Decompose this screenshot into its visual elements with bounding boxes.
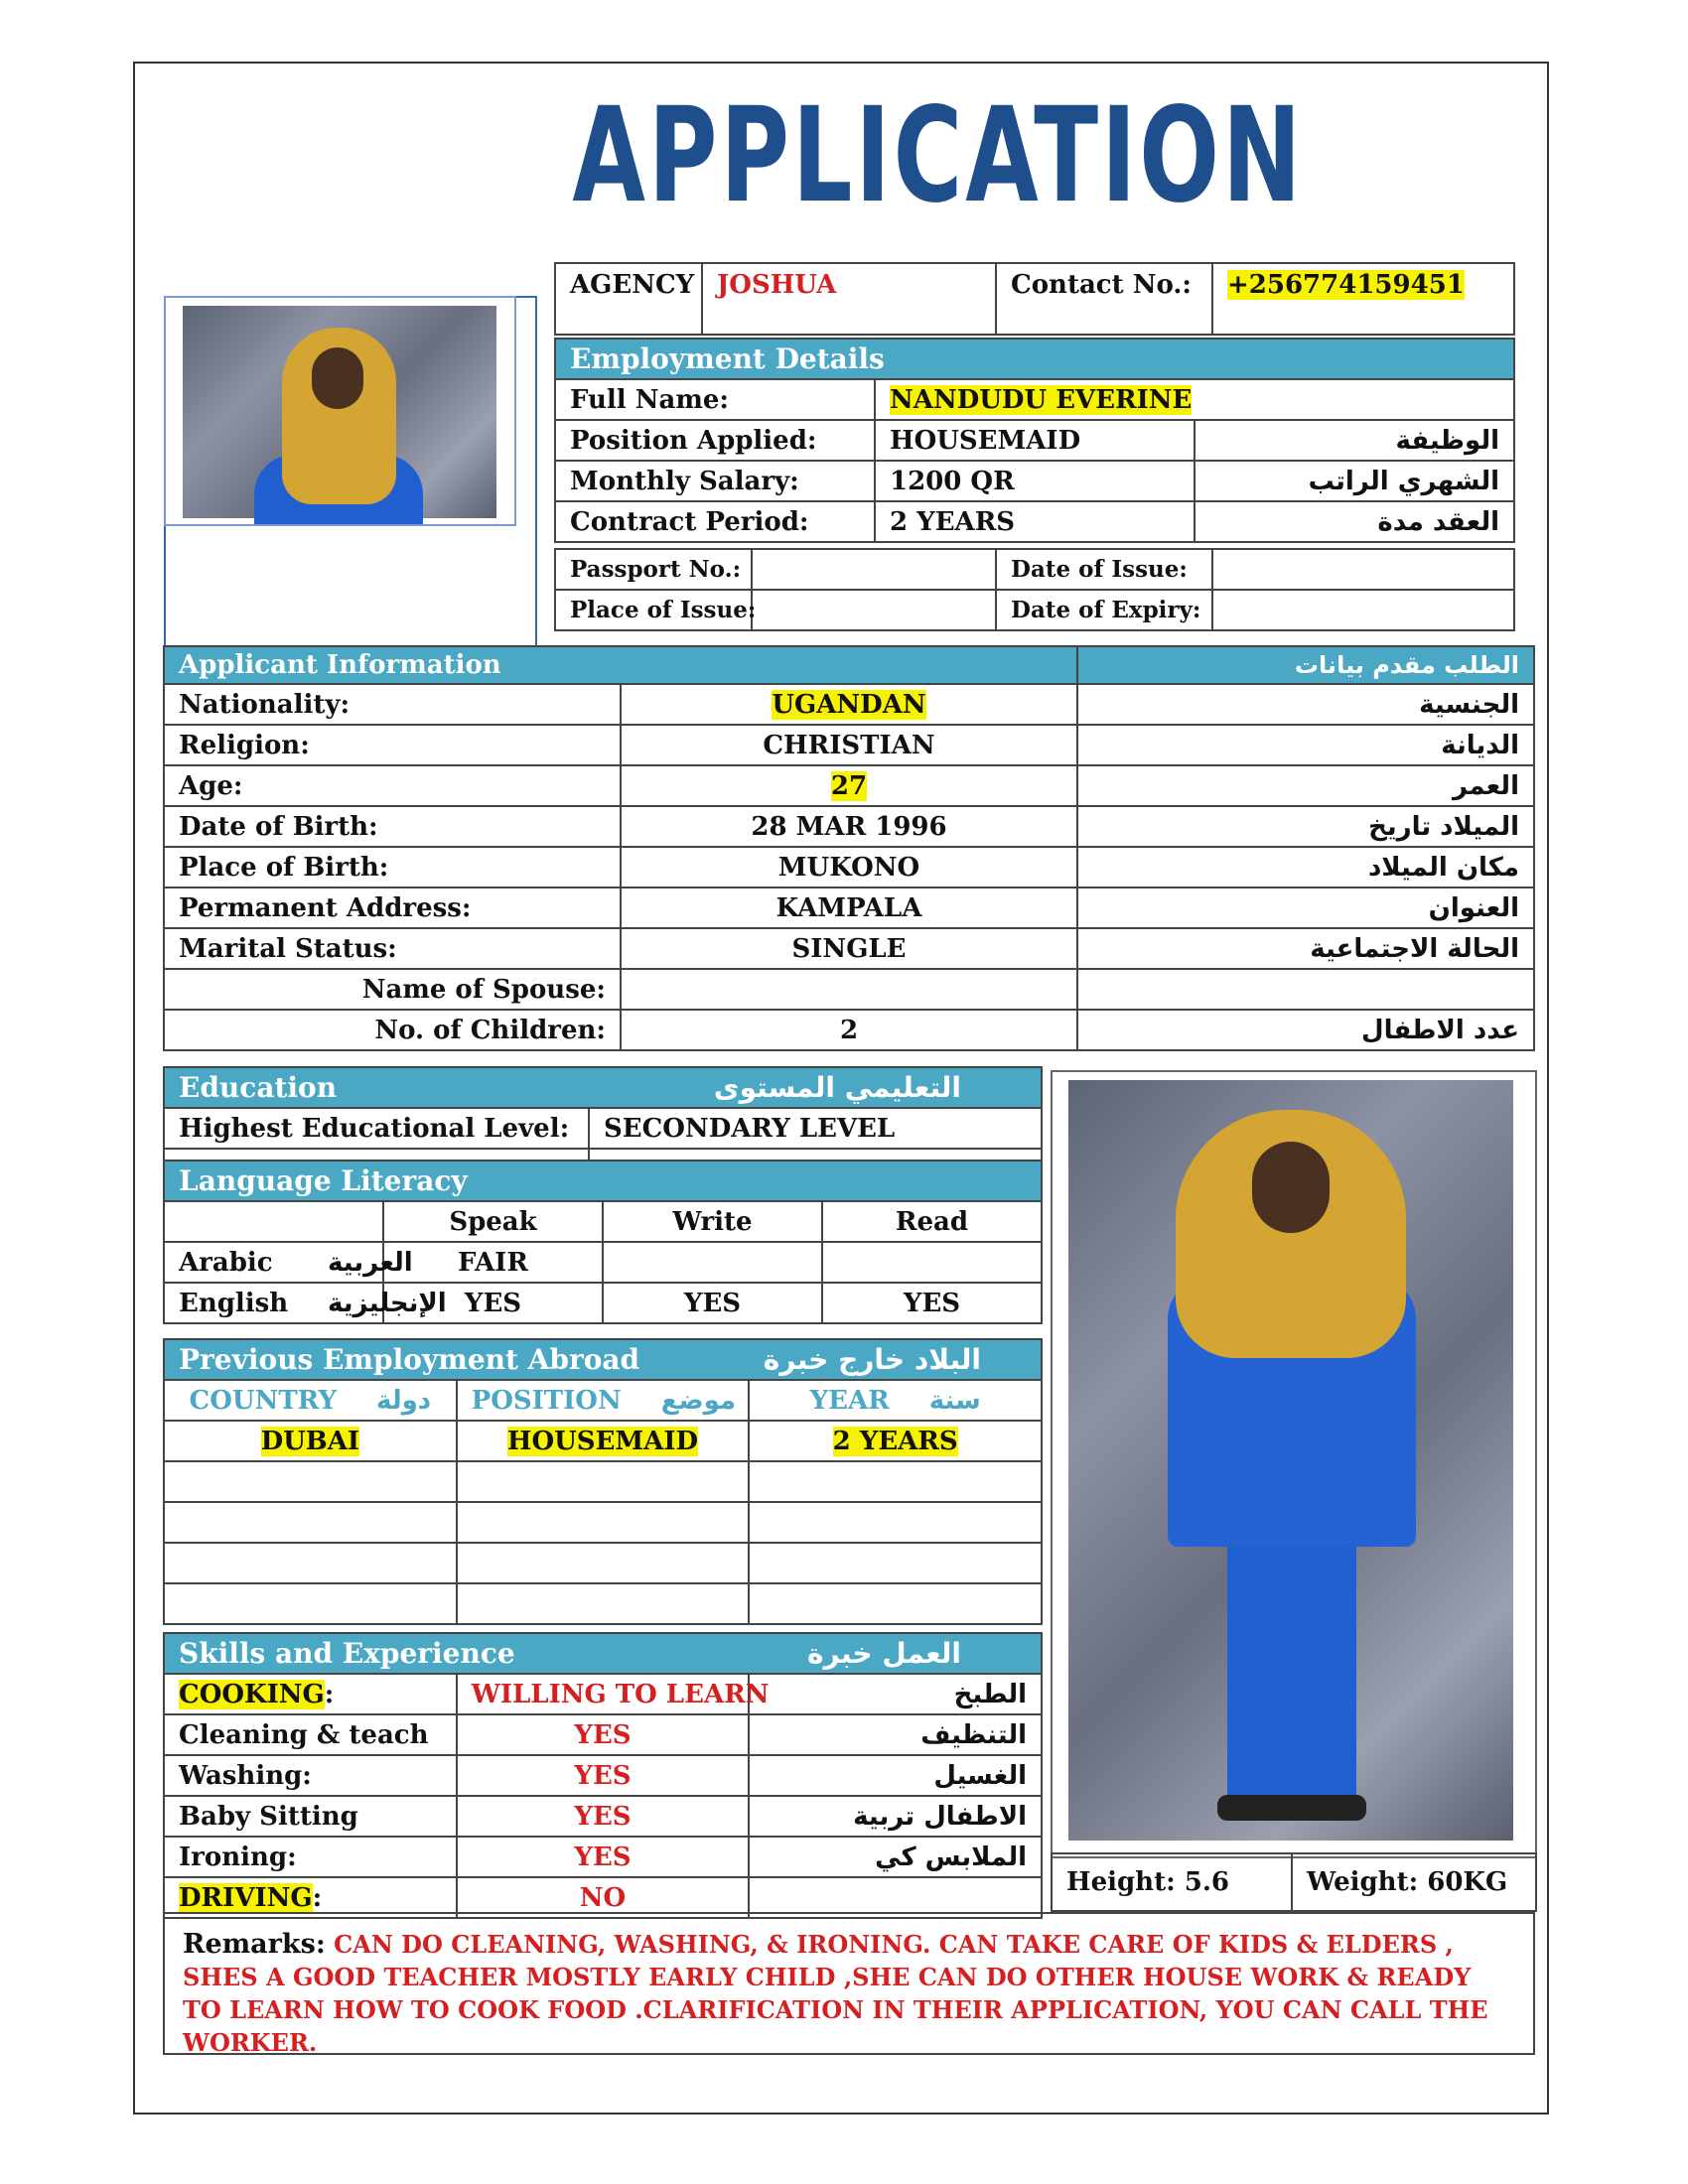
date-of-expiry-label: Date of Expiry: <box>996 590 1212 630</box>
applicant-row-value-cell <box>621 928 1077 969</box>
skill-value: YES <box>457 1755 750 1796</box>
contract-value: 2 YEARS <box>875 501 1195 542</box>
prev-empty-cell <box>749 1502 1042 1543</box>
language-read <box>822 1242 1042 1283</box>
applicant-row <box>164 725 1534 765</box>
applicant-row <box>164 847 1534 887</box>
prev-col-header <box>749 1380 1042 1421</box>
prev-empty-cell <box>164 1502 457 1543</box>
salary-label: Monthly Salary: <box>555 461 875 501</box>
weight-cell: Weight: 60KG <box>1292 1853 1536 1911</box>
employment-header: Employment Details <box>555 339 1514 379</box>
language-row <box>164 1283 1042 1323</box>
skill-label: DRIVING <box>179 1882 313 1913</box>
education-table <box>163 1066 1043 1161</box>
skill-label-cell <box>164 1714 457 1755</box>
page-title: APPLICATION <box>572 79 1305 232</box>
employment-table <box>554 338 1515 543</box>
skill-arabic: الغسيل <box>749 1755 1042 1796</box>
position-value: HOUSEMAID <box>875 420 1195 461</box>
language-header: Language Literacy <box>164 1160 1042 1201</box>
full-name-value: NANDUDU EVERINE <box>890 384 1193 415</box>
applicant-row-label: Permanent Address: <box>164 887 621 928</box>
prev-col-en: YEAR <box>809 1385 890 1416</box>
applicant-row-value-cell <box>621 684 1077 725</box>
skill-label: Ironing: <box>179 1842 297 1872</box>
education-header-arabic: التعليمي المستوى <box>589 1067 1042 1108</box>
spouse-value <box>621 969 1077 1010</box>
skill-row <box>164 1714 1042 1755</box>
prev-country-cell <box>164 1421 457 1461</box>
prev-employment-header-arabic: البلاد خارج خبرة <box>749 1339 1042 1380</box>
language-speak: YES <box>383 1283 603 1323</box>
applicant-row-value: 27 <box>830 770 868 801</box>
applicant-row-arabic: الميلاد تاريخ <box>1077 806 1534 847</box>
applicant-row-value-cell <box>621 847 1077 887</box>
salary-value: 1200 QR <box>875 461 1195 501</box>
salary-arabic: الشهري الراتب <box>1195 461 1514 501</box>
applicant-row-value: 28 MAR 1996 <box>751 811 947 842</box>
passport-no-value <box>752 549 996 590</box>
applicant-portrait-photo <box>183 306 496 518</box>
prev-position: HOUSEMAID <box>506 1426 699 1456</box>
contact-label: Contact No.: <box>996 263 1212 335</box>
language-name-cell <box>164 1283 447 1323</box>
prev-employment-empty-row <box>164 1543 1042 1583</box>
skill-row <box>164 1674 1042 1714</box>
skill-label: COOKING <box>179 1679 325 1709</box>
skill-value: WILLING TO LEARN <box>457 1674 750 1714</box>
skills-table <box>163 1632 1043 1919</box>
prev-empty-cell <box>457 1502 750 1543</box>
language-table <box>163 1160 1043 1324</box>
remarks-label: Remarks: <box>183 1929 326 1960</box>
applicant-row-value-cell <box>621 887 1077 928</box>
skill-value: YES <box>457 1837 750 1877</box>
skill-label-suffix: : <box>312 1882 323 1913</box>
applicant-fullbody-photo <box>1068 1080 1513 1841</box>
skill-row <box>164 1755 1042 1796</box>
skill-value: YES <box>457 1796 750 1837</box>
prev-position-cell <box>457 1421 750 1461</box>
skill-arabic: التنظيف <box>749 1714 1042 1755</box>
height-cell: Height: 5.6 <box>1052 1853 1292 1911</box>
prev-employment-empty-row <box>164 1502 1042 1543</box>
contact-number: +256774159451 <box>1227 270 1465 300</box>
prev-empty-cell <box>164 1461 457 1502</box>
language-speak: FAIR <box>383 1242 603 1283</box>
prev-col-en: POSITION <box>471 1385 622 1416</box>
contact-value <box>1212 263 1514 335</box>
applicant-table <box>163 645 1535 1051</box>
prev-year: 2 YEARS <box>832 1426 958 1456</box>
applicant-row-arabic: مكان الميلاد <box>1077 847 1534 887</box>
applicant-row-value-cell <box>621 806 1077 847</box>
measurements-table <box>1051 1852 1537 1912</box>
passport-table <box>554 548 1515 631</box>
date-of-expiry-value <box>1212 590 1514 630</box>
language-row <box>164 1242 1042 1283</box>
language-col-speak: Speak <box>383 1201 603 1242</box>
applicant-row-label: Religion: <box>164 725 621 765</box>
language-read: YES <box>822 1283 1042 1323</box>
language-col-read: Read <box>822 1201 1042 1242</box>
skill-label-cell <box>164 1674 457 1714</box>
language-name-cell <box>164 1242 413 1283</box>
agency-label: AGENCY <box>555 263 702 335</box>
prev-empty-cell <box>457 1461 750 1502</box>
skill-arabic: الملابس كي <box>749 1837 1042 1877</box>
skill-label-cell <box>164 1837 457 1877</box>
prev-employment-empty-row <box>164 1583 1042 1624</box>
position-arabic: الوظيفة <box>1195 420 1514 461</box>
prev-col-ar: دولة <box>376 1385 432 1416</box>
applicant-row-arabic: الديانة <box>1077 725 1534 765</box>
fullbody-legs <box>1227 1527 1356 1815</box>
fullbody-shoes <box>1217 1795 1366 1821</box>
fullbody-face <box>1252 1142 1330 1233</box>
prev-employment-table <box>163 1338 1043 1625</box>
applicant-row <box>164 765 1534 806</box>
education-level-value: SECONDARY LEVEL <box>589 1108 1042 1149</box>
place-of-issue-label: Place of Issue: <box>555 590 752 630</box>
prev-employment-empty-row <box>164 1461 1042 1502</box>
skill-label: Washing: <box>179 1760 312 1791</box>
agency-table <box>554 262 1515 336</box>
skill-value: NO <box>457 1877 750 1918</box>
date-of-issue-label: Date of Issue: <box>996 549 1212 590</box>
education-level-label: Highest Educational Level: <box>164 1108 589 1149</box>
remarks-text: CAN DO CLEANING, WASHING, & IRONING. CAN TAKE CARE OF KIDS & ELDERS , SHES A GOOD TEACHER MOSTLY EARLY CHILD ,SHE CAN DO OTHER HOUSE WORK & READY TO LEARN HOW TO COOK FOOD .CLARIFICATION IN THEIR APPLICATION, YOU CAN CALL THE WORKER. <box>183 1930 1488 2057</box>
applicant-row-arabic: العنوان <box>1077 887 1534 928</box>
applicant-row-value: KAMPALA <box>775 892 922 923</box>
skill-label: Cleaning & teach <box>179 1719 429 1750</box>
prev-col-header <box>164 1380 457 1421</box>
language-name: English <box>179 1288 289 1318</box>
education-header: Education <box>164 1067 589 1108</box>
portrait-face <box>312 347 363 409</box>
full-name-label: Full Name: <box>555 379 875 420</box>
applicant-row-arabic: العمر <box>1077 765 1534 806</box>
skill-label-suffix: : <box>324 1679 335 1709</box>
applicant-row <box>164 887 1534 928</box>
language-write <box>603 1242 822 1283</box>
prev-empty-cell <box>457 1543 750 1583</box>
applicant-row-label: Place of Birth: <box>164 847 621 887</box>
prev-empty-cell <box>749 1543 1042 1583</box>
applicant-row-value: SINGLE <box>791 933 907 964</box>
prev-employment-row <box>164 1421 1042 1461</box>
prev-col-ar: موضع <box>660 1385 737 1416</box>
skill-arabic: الطبخ <box>749 1674 1042 1714</box>
applicant-row-arabic: الجنسية <box>1077 684 1534 725</box>
skill-arabic: الاطفال تربية <box>749 1796 1042 1837</box>
remarks-box <box>163 1912 1535 2055</box>
contract-arabic: العقد مدة <box>1195 501 1514 542</box>
prev-empty-cell <box>749 1583 1042 1624</box>
prev-empty-cell <box>457 1583 750 1624</box>
applicant-header: Applicant Information <box>164 646 1077 684</box>
skill-label-cell <box>164 1755 457 1796</box>
applicant-header-arabic: الطلب مقدم بيانات <box>1077 646 1534 684</box>
skills-header-arabic: العمل خبرة <box>749 1633 1042 1674</box>
language-col-blank <box>164 1201 383 1242</box>
applicant-row-arabic: الحالة الاجتماعية <box>1077 928 1534 969</box>
passport-no-label: Passport No.: <box>555 549 752 590</box>
agency-value: JOSHUA <box>702 263 996 335</box>
prev-employment-col-row <box>164 1380 1042 1421</box>
children-label: No. of Children: <box>164 1010 621 1050</box>
applicant-row-value-cell <box>621 725 1077 765</box>
prev-employment-header: Previous Employment Abroad <box>164 1339 749 1380</box>
language-col-write: Write <box>603 1201 822 1242</box>
applicant-row-label: Nationality: <box>164 684 621 725</box>
skills-header: Skills and Experience <box>164 1633 749 1674</box>
skill-label: Baby Sitting <box>179 1801 358 1832</box>
position-label: Position Applied: <box>555 420 875 461</box>
children-arabic: عدد الاطفال <box>1077 1010 1534 1050</box>
prev-country: DUBAI <box>260 1426 360 1456</box>
applicant-row-label: Age: <box>164 765 621 806</box>
language-name: Arabic <box>179 1247 273 1278</box>
spouse-arabic <box>1077 969 1534 1010</box>
prev-empty-cell <box>164 1583 457 1624</box>
spouse-label: Name of Spouse: <box>164 969 621 1010</box>
date-of-issue-value <box>1212 549 1514 590</box>
applicant-row-label: Date of Birth: <box>164 806 621 847</box>
applicant-row-label: Marital Status: <box>164 928 621 969</box>
applicant-row-value: MUKONO <box>777 852 920 883</box>
applicant-row <box>164 806 1534 847</box>
applicant-row-value: CHRISTIAN <box>763 730 935 760</box>
prev-col-en: COUNTRY <box>189 1385 338 1416</box>
place-of-issue-value <box>752 590 996 630</box>
skill-row <box>164 1837 1042 1877</box>
prev-empty-cell <box>749 1461 1042 1502</box>
language-write: YES <box>603 1283 822 1323</box>
prev-col-header <box>457 1380 750 1421</box>
skill-row <box>164 1796 1042 1837</box>
applicant-row <box>164 928 1534 969</box>
skill-label-cell <box>164 1796 457 1837</box>
prev-year-cell <box>749 1421 1042 1461</box>
prev-col-ar: سنة <box>928 1385 981 1416</box>
prev-empty-cell <box>164 1543 457 1583</box>
skill-value: YES <box>457 1714 750 1755</box>
children-value: 2 <box>621 1010 1077 1050</box>
full-name-cell <box>875 379 1514 420</box>
applicant-row-value: UGANDAN <box>772 689 926 720</box>
contract-label: Contract Period: <box>555 501 875 542</box>
applicant-row-value-cell <box>621 765 1077 806</box>
applicant-row <box>164 684 1534 725</box>
language-name-arabic: الإنجليزية <box>328 1288 447 1318</box>
language-name-arabic: العربية <box>328 1247 413 1278</box>
